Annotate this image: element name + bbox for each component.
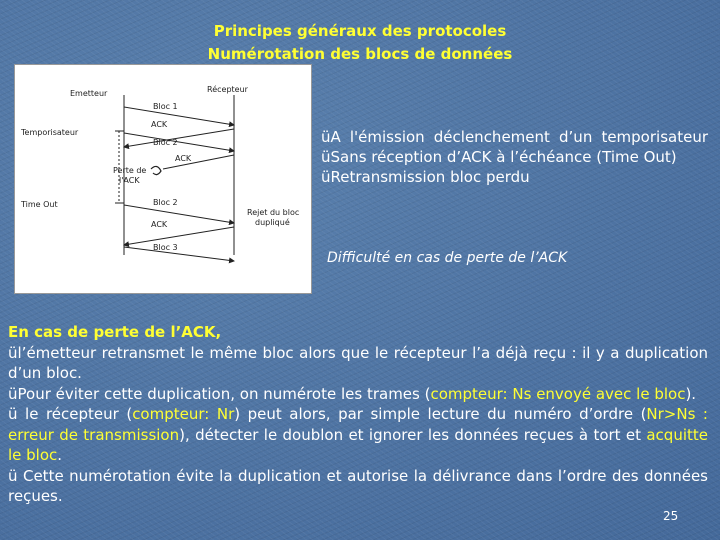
- msg-bloc3-label: Bloc 3: [153, 243, 178, 252]
- diagram-caption: Difficulté en cas de perte de l’ACK: [327, 250, 568, 266]
- msg-ack1-label: ACK: [151, 120, 168, 129]
- ack-loss-label-2: l'ACK: [119, 176, 140, 185]
- bullet-emission: üA l'émission déclenchement d’un temporisateur: [321, 128, 708, 146]
- sequence-diagram-svg: [15, 65, 311, 293]
- msg-bloc2-label: Bloc 2: [153, 138, 178, 147]
- msg-ack2-arrow: [124, 227, 234, 245]
- p3-highlight-nr: compteur: Nr: [132, 405, 235, 423]
- body-heading: En cas de perte de l’ACK,: [8, 323, 222, 341]
- p3-highlight-error: Nr>Ns : erreur de transmission: [8, 405, 708, 444]
- paragraph-ordering: ü Cette numérotation évite la duplication et autorise la délivrance dans l’ordre des données reçues.: [8, 466, 708, 505]
- sender-label: Emetteur: [70, 89, 108, 98]
- p3-text-d: .: [57, 446, 63, 464]
- paragraph-receiver: [8, 404, 708, 466]
- msg-ack-lost-label: ACK: [175, 154, 192, 163]
- p3-text-b: ) peut alors, par simple lecture du numéro d’ordre (: [234, 405, 647, 423]
- paragraph-duplication: ül’émetteur retransmet le même bloc alors que le récepteur l’a déjà reçu : il y a duplication d’un bloc.: [8, 343, 708, 382]
- ack-loss-label-1: Perte de: [113, 166, 147, 175]
- msg-bloc2-arrow: [124, 133, 234, 151]
- bullet-retransmission: üRetransmission bloc perdu: [321, 168, 530, 186]
- timeout-label: Time Out: [21, 200, 58, 209]
- p3-text-a: ü le récepteur (: [8, 405, 133, 423]
- receiver-label: Récepteur: [207, 85, 248, 94]
- msg-bloc3-arrow: [124, 247, 234, 261]
- msg-bloc1-arrow: [124, 107, 234, 125]
- p2-text-a: üPour éviter cette duplication, on numérote les trames (: [8, 384, 431, 403]
- msg-ack-lost-arrow: [163, 155, 234, 169]
- msg-bloc2-retx-arrow: [124, 205, 234, 223]
- bullet-list: [321, 127, 708, 187]
- msg-ack1-arrow: [124, 129, 234, 147]
- bullet-no-ack: üSans réception d’ACK à l’échéance (Time Out): [321, 148, 677, 166]
- slide-subtitle: Numérotation des blocs de données: [207, 45, 513, 63]
- p2-text-b: ).: [685, 384, 697, 403]
- paragraph-numbering: [8, 384, 708, 405]
- page-number: 25: [663, 509, 679, 523]
- body-paragraphs: [8, 322, 708, 507]
- reject-label-1: Rejet du bloc: [247, 208, 300, 217]
- msg-bloc1-label: Bloc 1: [153, 102, 178, 111]
- protocol-sequence-diagram: [14, 64, 312, 294]
- reject-label-2: dupliqué: [255, 218, 290, 227]
- timer-label: Temporisateur: [21, 128, 79, 137]
- msg-bloc2-retx-label: Bloc 2: [153, 198, 178, 207]
- p3-highlight-ack: acquitte le bloc: [8, 425, 708, 464]
- msg-ack2-label: ACK: [151, 220, 168, 229]
- slide-title: Principes généraux des protocoles: [213, 22, 507, 40]
- p2-highlight: compteur: Ns envoyé avec le bloc: [430, 384, 686, 403]
- p3-text-c: ), détecter le doublon et ignorer les données reçues à tort et: [179, 425, 647, 444]
- loss-mark-icon: [151, 166, 161, 174]
